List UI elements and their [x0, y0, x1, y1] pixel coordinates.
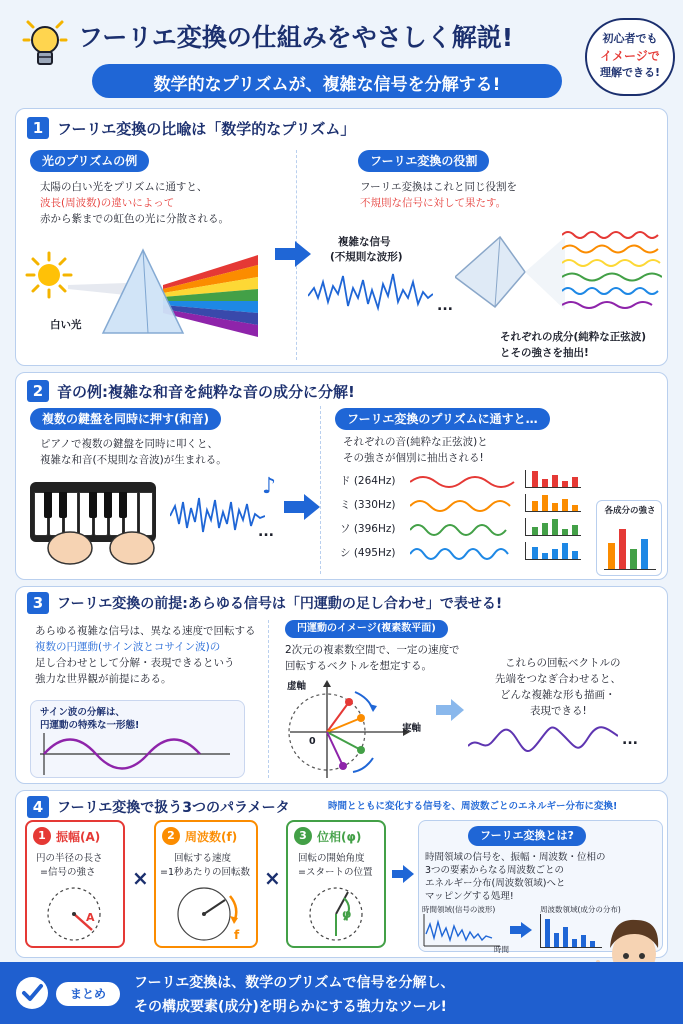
param-phase-name: 位相(φ) [317, 830, 362, 844]
sine-wave-plot [40, 733, 230, 775]
what-is-line-3: エネルギー分布(周波数領域)へと [425, 878, 566, 889]
chord-line-2: 複雑な和音(不規則な音波)が生まれる。 [40, 454, 227, 466]
prism-pass-line-1: それぞれの音(純粋な正弦波)と [343, 436, 488, 448]
param-phase-line-2: =スタートの位置 [298, 867, 373, 878]
param-amplitude-name: 振幅(A) [56, 830, 101, 844]
time-axis-label: 時間 [494, 945, 509, 954]
arrow-right-icon [284, 494, 320, 520]
bubble-line-2: イメージで [600, 49, 660, 63]
note-bars-mi [525, 494, 581, 512]
fourier-prism-illustration [455, 232, 565, 312]
light-prism-line-3: 赤から紫までの虹色の光に分散される。 [40, 213, 229, 225]
note-si: シ (495Hz) [340, 547, 396, 559]
sine-note-line-2: 円運動の特殊な一形態! [40, 720, 140, 731]
section-4-note: 時間とともに変化する信号を、周波数ごとのエネルギー分布に変換! [328, 801, 618, 812]
sine-components [562, 225, 662, 325]
check-icon [14, 975, 50, 1011]
page-title: フーリエ変換の仕組みをやさしく解説! [78, 23, 514, 52]
note-bars-do [525, 470, 581, 488]
param-phase-number: 3 [294, 827, 312, 845]
premise-line-1: あらゆる複雑な信号は、異なる速度で回転する [35, 625, 256, 637]
complex-plane-diagram [285, 680, 410, 778]
note-do: ド (264Hz) [340, 475, 396, 487]
param-frequency-line-2: =1秒あたりの回転数 [160, 867, 251, 878]
circle-motion-pill: 円運動のイメージ(複素数平面) [285, 620, 448, 638]
param-amplitude-line-2: =信号の強さ [40, 867, 96, 878]
section-4-number: 4 [27, 796, 49, 818]
param-amplitude-line-1: 円の半径の長さ [36, 853, 103, 864]
prism-rainbow-illustration [68, 245, 258, 340]
param-phase-line-1: 回転の開始角度 [298, 853, 365, 864]
note-sine-waves [410, 470, 515, 566]
circle-motion-line-2: 回転するベクトルを想定する。 [285, 660, 432, 672]
phase-circle [304, 884, 368, 944]
section-4-title: フーリエ変換で扱う3つのパラメータ [57, 800, 290, 816]
prism-pass-pill: フーリエ変換のプリズムに通すと… [335, 408, 550, 430]
sun-icon [24, 250, 74, 300]
amplitude-symbol: A [86, 911, 95, 924]
fourier-role-pill: フーリエ変換の役割 [358, 150, 489, 172]
time-domain-plot [422, 914, 500, 948]
complex-signal-line-1: 複雑な信号 [338, 236, 391, 248]
fourier-role-line-2: 不規則な信号に対して果たす。 [360, 197, 507, 209]
section-3-divider [268, 620, 269, 778]
piano-key-black [59, 492, 67, 518]
origin-label: 0 [309, 736, 316, 747]
music-note-icon: ♪ [262, 474, 277, 499]
chord-pill: 複数の鍵盤を同時に押す(和音) [30, 408, 221, 430]
piano-key-black [44, 492, 52, 518]
composite-ellipsis: ... [622, 732, 638, 748]
param-amplitude-number: 1 [33, 827, 51, 845]
arrow-right-icon [436, 699, 464, 721]
note-so: ソ (396Hz) [340, 523, 396, 535]
multiply-sign: × [264, 866, 281, 890]
composite-waveform [468, 716, 618, 760]
note-bars-si [525, 542, 581, 560]
vector-line-2: 先端をつなぎ合わせると、 [495, 673, 621, 685]
extract-line-2: とその強さを抽出! [500, 347, 589, 359]
frequency-domain-label: 周波数領域(成分の分布) [540, 905, 621, 914]
section-2-title: 音の例:複雑な和音を純粋な音の成分に分解! [57, 383, 355, 401]
signal-ellipsis: ... [437, 298, 453, 314]
chord-waveform [170, 492, 265, 538]
amplitude-circle [42, 884, 106, 944]
bubble-line-3: 理解できる! [599, 66, 661, 79]
param-frequency-line-1: 回転する速度 [174, 853, 232, 864]
section-3-number: 3 [27, 592, 49, 614]
vector-line-1: これらの回転ベクトルの [505, 657, 621, 669]
lightbulb-icon [22, 16, 68, 76]
piano-key-black [89, 492, 97, 518]
light-prism-line-1: 太陽の白い光をプリズムに通すと、 [40, 181, 208, 193]
fourier-role-line-1: フーリエ変換はこれと同じ役割を [360, 181, 517, 193]
subtitle: 数学的なプリズムが、複雑な信号を分解する! [153, 75, 501, 95]
summary-line-1: フーリエ変換は、数学のプリズムで信号を分解し、 [134, 975, 455, 991]
bubble-line-1: 初心者でも [602, 32, 658, 45]
summary-badge: まとめ [56, 982, 120, 1006]
prism-pass-line-2: その強さが個別に抽出される! [343, 452, 484, 464]
section-1-number: 1 [27, 117, 49, 139]
note-mi: ミ (330Hz) [340, 499, 396, 511]
premise-line-2: 複数の円運動(サイン波とコサイン波)の [35, 641, 221, 653]
arrow-right-icon [392, 865, 414, 883]
phase-symbol: φ [342, 907, 352, 921]
complex-waveform [308, 268, 433, 314]
chord-ellipsis: ... [258, 524, 274, 540]
what-is-line-2: 3つの要素からなる周波数ごとの [425, 865, 565, 876]
complex-signal-line-2: (不規則な波形) [330, 251, 403, 263]
circle-motion-line-1: 2次元の複素数空間で、一定の速度で [285, 644, 460, 656]
param-frequency-number: 2 [162, 827, 180, 845]
white-light-label: 白い光 [50, 319, 82, 331]
chord-line-1: ピアノで複数の鍵盤を同時に叩くと、 [40, 438, 218, 450]
strength-chart-label: 各成分の強さ [604, 506, 656, 516]
summary-line-2: その構成要素(成分)を明らかにする強力なツール! [134, 999, 447, 1015]
extract-line-1: それぞれの成分(純粋な正弦波) [500, 331, 647, 343]
imaginary-axis-label: 虚軸 [287, 681, 307, 692]
what-is-line-4: マッピングする処理! [425, 891, 514, 902]
param-frequency-name: 周波数(f) [185, 830, 238, 844]
sine-note-line-1: サイン波の分解は、 [40, 707, 125, 718]
frequency-symbol: f [234, 928, 240, 942]
what-is-fourier-pill: フーリエ変換とは? [468, 826, 586, 846]
light-prism-pill: 光のプリズムの例 [30, 150, 149, 172]
what-is-line-1: 時間領域の信号を、振幅・周波数・位相の [425, 852, 606, 863]
premise-line-3: 足し合わせとして分解・表現できるという [35, 657, 235, 669]
multiply-sign: × [132, 866, 149, 890]
arrow-right-icon [275, 241, 311, 267]
section-3-title: フーリエ変換の前提:あらゆる信号は「円運動の足し合わせ」で表せる! [57, 596, 503, 612]
section-1-title: フーリエ変換の比喩は「数学的なプリズム」 [57, 120, 356, 138]
arrow-right-icon [510, 922, 532, 938]
piano-key-black [104, 492, 112, 518]
time-domain-label: 時間領域(信号の波形) [422, 905, 496, 914]
note-bars-so [525, 518, 581, 536]
hands-illustration [40, 520, 160, 568]
premise-line-4: 強力な世界観が前提にある。 [35, 673, 172, 685]
piano-key-black [119, 492, 127, 518]
section-2-number: 2 [27, 380, 49, 402]
light-prism-line-2: 波長(周波数)の違いによって [40, 197, 175, 209]
vector-line-4: 表現できる! [530, 705, 587, 717]
real-axis-label: 実軸 [402, 723, 422, 734]
strength-chart [604, 522, 656, 570]
vector-line-3: どんな複雑な形も描画・ [500, 689, 616, 701]
section-2-divider [320, 406, 321, 574]
